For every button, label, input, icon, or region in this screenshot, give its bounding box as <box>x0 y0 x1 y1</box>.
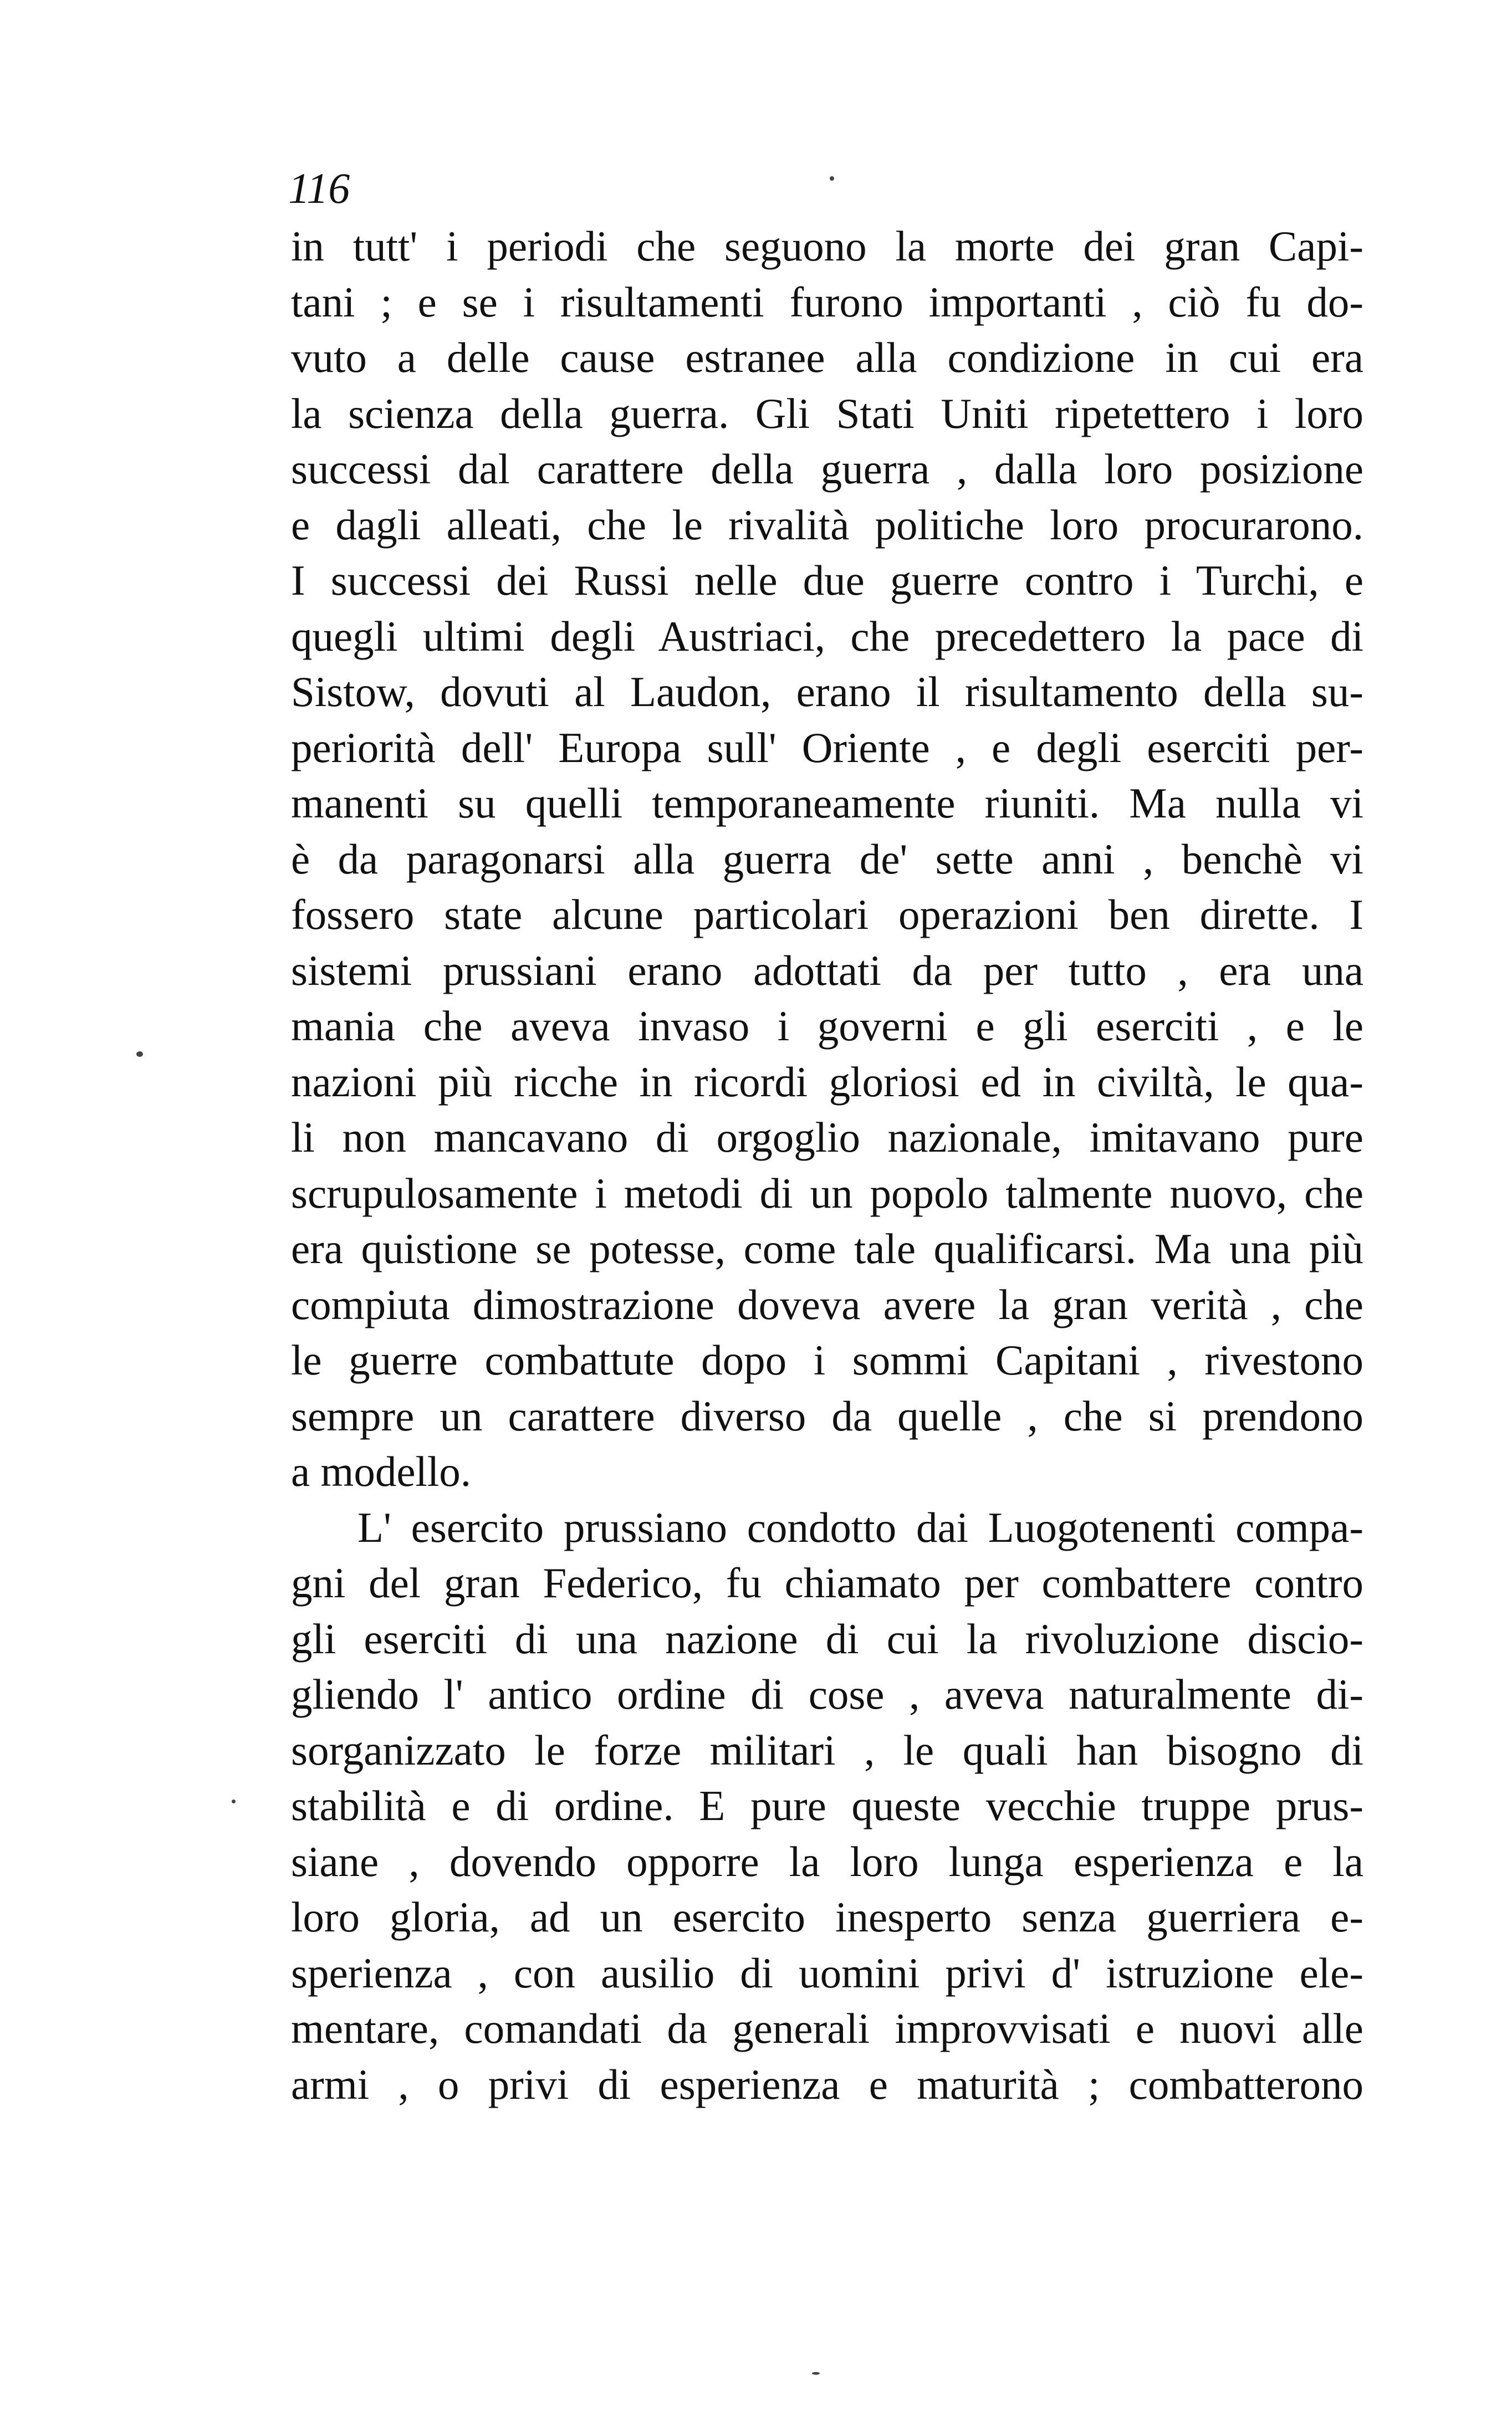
text-line-paragraph-end: a modello. <box>291 1448 472 1495</box>
print-speck <box>232 1800 236 1803</box>
text-line: siane , dovendo opporre la loro lunga esperienza e la <box>291 1837 1363 1885</box>
text-line: nazioni più ricche in ricordi gloriosi ed in civiltà, le qua- <box>291 1057 1363 1106</box>
text-line: successi dal carattere della guerra , dalla loro posizione <box>291 445 1363 493</box>
text-line: sempre un carattere diverso da quelle , che si prendono <box>291 1392 1363 1440</box>
text-line: quegli ultimi degli Austriaci, che precedettero la pace di <box>291 612 1363 660</box>
text-line: tani ; e se i risultamenti furono importanti , ciò fu do- <box>291 278 1363 326</box>
text-line: periorità dell' Europa sull' Oriente , e degli eserciti per- <box>291 723 1363 771</box>
print-speck <box>136 1051 143 1057</box>
text-line: Sistow, dovuti al Laudon, erano il risultamento della su- <box>291 668 1363 715</box>
text-line: li non mancavano di orgoglio nazionale, imitavano pure <box>291 1113 1363 1161</box>
text-line: era quistione se potesse, come tale qualificarsi. Ma una più <box>291 1225 1363 1272</box>
text-line-paragraph-start: L' esercito prussiano condotto dai Luogotenenti compa- <box>357 1503 1363 1551</box>
text-line: in tutt' i periodi che seguono la morte dei gran Capi- <box>291 222 1363 270</box>
page-number: 116 <box>288 164 350 212</box>
print-speck <box>830 176 834 181</box>
text-line: gliendo l' antico ordine di cose , aveva naturalmente di- <box>291 1670 1363 1718</box>
text-line: stabilità e di ordine. E pure queste vecchie truppe prus- <box>291 1782 1363 1829</box>
text-line: le guerre combattute dopo i sommi Capitani , rivestono <box>291 1336 1363 1384</box>
text-line: è da paragonarsi alla guerra de' sette anni , benchè vi <box>291 835 1363 883</box>
text-line: compiuta dimostrazione doveva avere la gran verità , che <box>291 1280 1363 1328</box>
text-line: e dagli alleati, che le rivalità politiche loro procurarono. <box>291 500 1363 549</box>
text-line: manenti su quelli temporaneamente riuniti. Ma nulla vi <box>291 779 1363 827</box>
text-line: sistemi prussiani erano adottati da per tutto , era una <box>291 946 1363 994</box>
text-line: sperienza , con ausilio di uomini privi d' istruzione ele- <box>291 1949 1363 1997</box>
print-speck <box>812 2372 820 2375</box>
text-line: mania che aveva invaso i governi e gli eserciti , e le <box>291 1002 1363 1050</box>
text-line: scrupulosamente i metodi di un popolo talmente nuovo, che <box>291 1169 1363 1217</box>
text-line: loro gloria, ad un esercito inesperto senza guerriera e- <box>291 1893 1363 1941</box>
text-line: vuto a delle cause estranee alla condizione in cui era <box>291 334 1363 381</box>
text-line: mentare, comandati da generali improvvisati e nuovi alle <box>291 2005 1363 2052</box>
text-line: I successi dei Russi nelle due guerre contro i Turchi, e <box>291 556 1363 604</box>
text-line: fossero state alcune particolari operazioni ben dirette. I <box>291 891 1363 938</box>
body-text <box>291 218 1363 2112</box>
text-line: gli eserciti di una nazione di cui la rivoluzione discio- <box>291 1614 1363 1663</box>
text-line: sorganizzato le forze militari , le quali han bisogno di <box>291 1726 1363 1774</box>
text-line: gni del gran Federico, fu chiamato per combattere contro <box>291 1559 1363 1607</box>
text-line: armi , o privi di esperienza e maturità ; combatterono <box>291 2060 1363 2108</box>
text-line: la scienza della guerra. Gli Stati Uniti ripetettero i loro <box>291 389 1363 437</box>
